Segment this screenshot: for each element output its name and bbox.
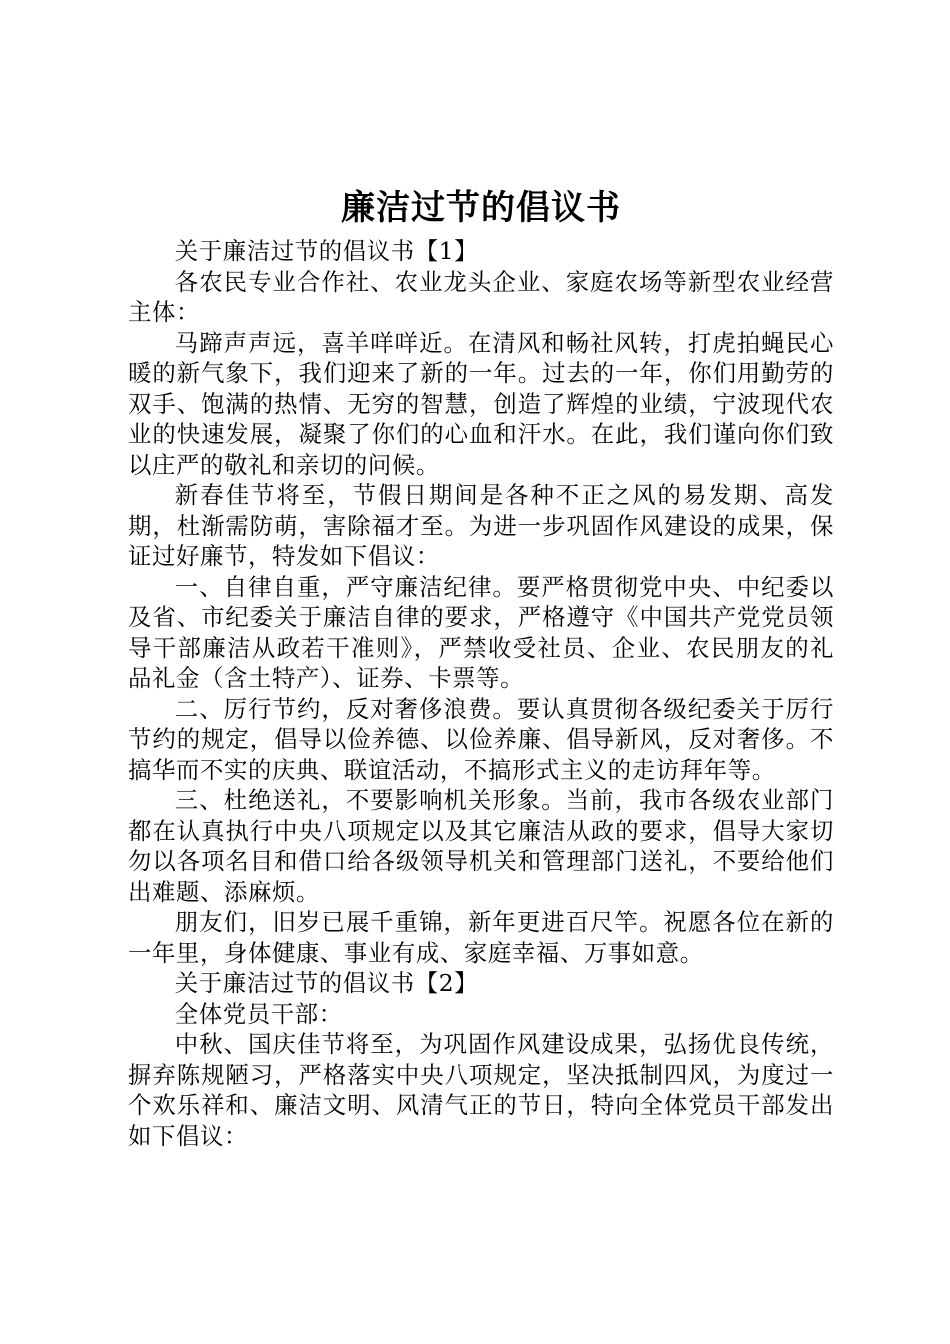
paragraph-closing: 朋友们，旧岁已展千重锦，新年更进百尺竿。祝愿各位在新的一年里，身体健康、事业有成、家庭幸福、万事如意。 (128, 908, 834, 967)
paragraph-greeting: 马蹄声声远，喜羊咩咩近。在清风和畅社风转，打虎拍蝇民心暖的新气象下，我们迎来了新的一年。过去的一年，你们用勤劳的双手、饱满的热情、无穷的智慧，创造了辉煌的业绩，宁波现代农业的快速发展，凝聚了你们的心血和汗水。在此，我们谨向你们致以庄严的敬礼和亲切的问候。 (128, 328, 834, 479)
paragraph-heading-1: 关于廉洁过节的倡议书【1】 (174, 237, 479, 265)
document-page (128, 180, 834, 1151)
document-title: 廉洁过节的倡议书 (341, 188, 621, 228)
paragraph-point-2: 二、厉行节约，反对奢侈浪费。要认真贯彻各级纪委关于厉行节约的规定，倡导以俭养德、以俭养廉、倡导新风，反对奢侈。不搞华而不实的庆典、联谊活动，不搞形式主义的走访拜年等。 (128, 694, 834, 784)
paragraph-point-3: 三、杜绝送礼，不要影响机关形象。当前，我市各级农业部门都在认真执行中央八项规定以及其它廉洁从政的要求，倡导大家切勿以各项名目和借口给各级领导机关和管理部门送礼，不要给他们出难题、添麻烦。 (128, 786, 834, 906)
paragraph-salutation-1: 各农民专业合作社、农业龙头企业、家庭农场等新型农业经营主体： (128, 267, 834, 326)
paragraph-intro: 新春佳节将至，节假日期间是各种不正之风的易发期、高发期，杜渐需防萌，害除福才至。为进一步巩固作风建设的成果，保证过好廉节，特发如下倡议： (128, 481, 834, 570)
paragraph-heading-2: 关于廉洁过节的倡议书【2】 (174, 969, 479, 997)
paragraph-salutation-2: 全体党员干部： (174, 999, 343, 1028)
paragraph-intro-2: 中秋、国庆佳节将至，为巩固作风建设成果，弘扬优良传统，摒弃陈规陋习，严格落实中央八项规定，坚决抵制四风，为度过一个欢乐祥和、廉洁文明、风清气正的节日，特向全体党员干部发出如下倡议： (128, 1030, 834, 1150)
paragraph-point-1: 一、自律自重，严守廉洁纪律。要严格贯彻党中央、中纪委以及省、市纪委关于廉洁自律的要求，严格遵守《中国共产党党员领导干部廉洁从政若干准则》，严禁收受社员、企业、农民朋友的礼品礼金（含土特产）、证券、卡票等。 (128, 572, 834, 692)
